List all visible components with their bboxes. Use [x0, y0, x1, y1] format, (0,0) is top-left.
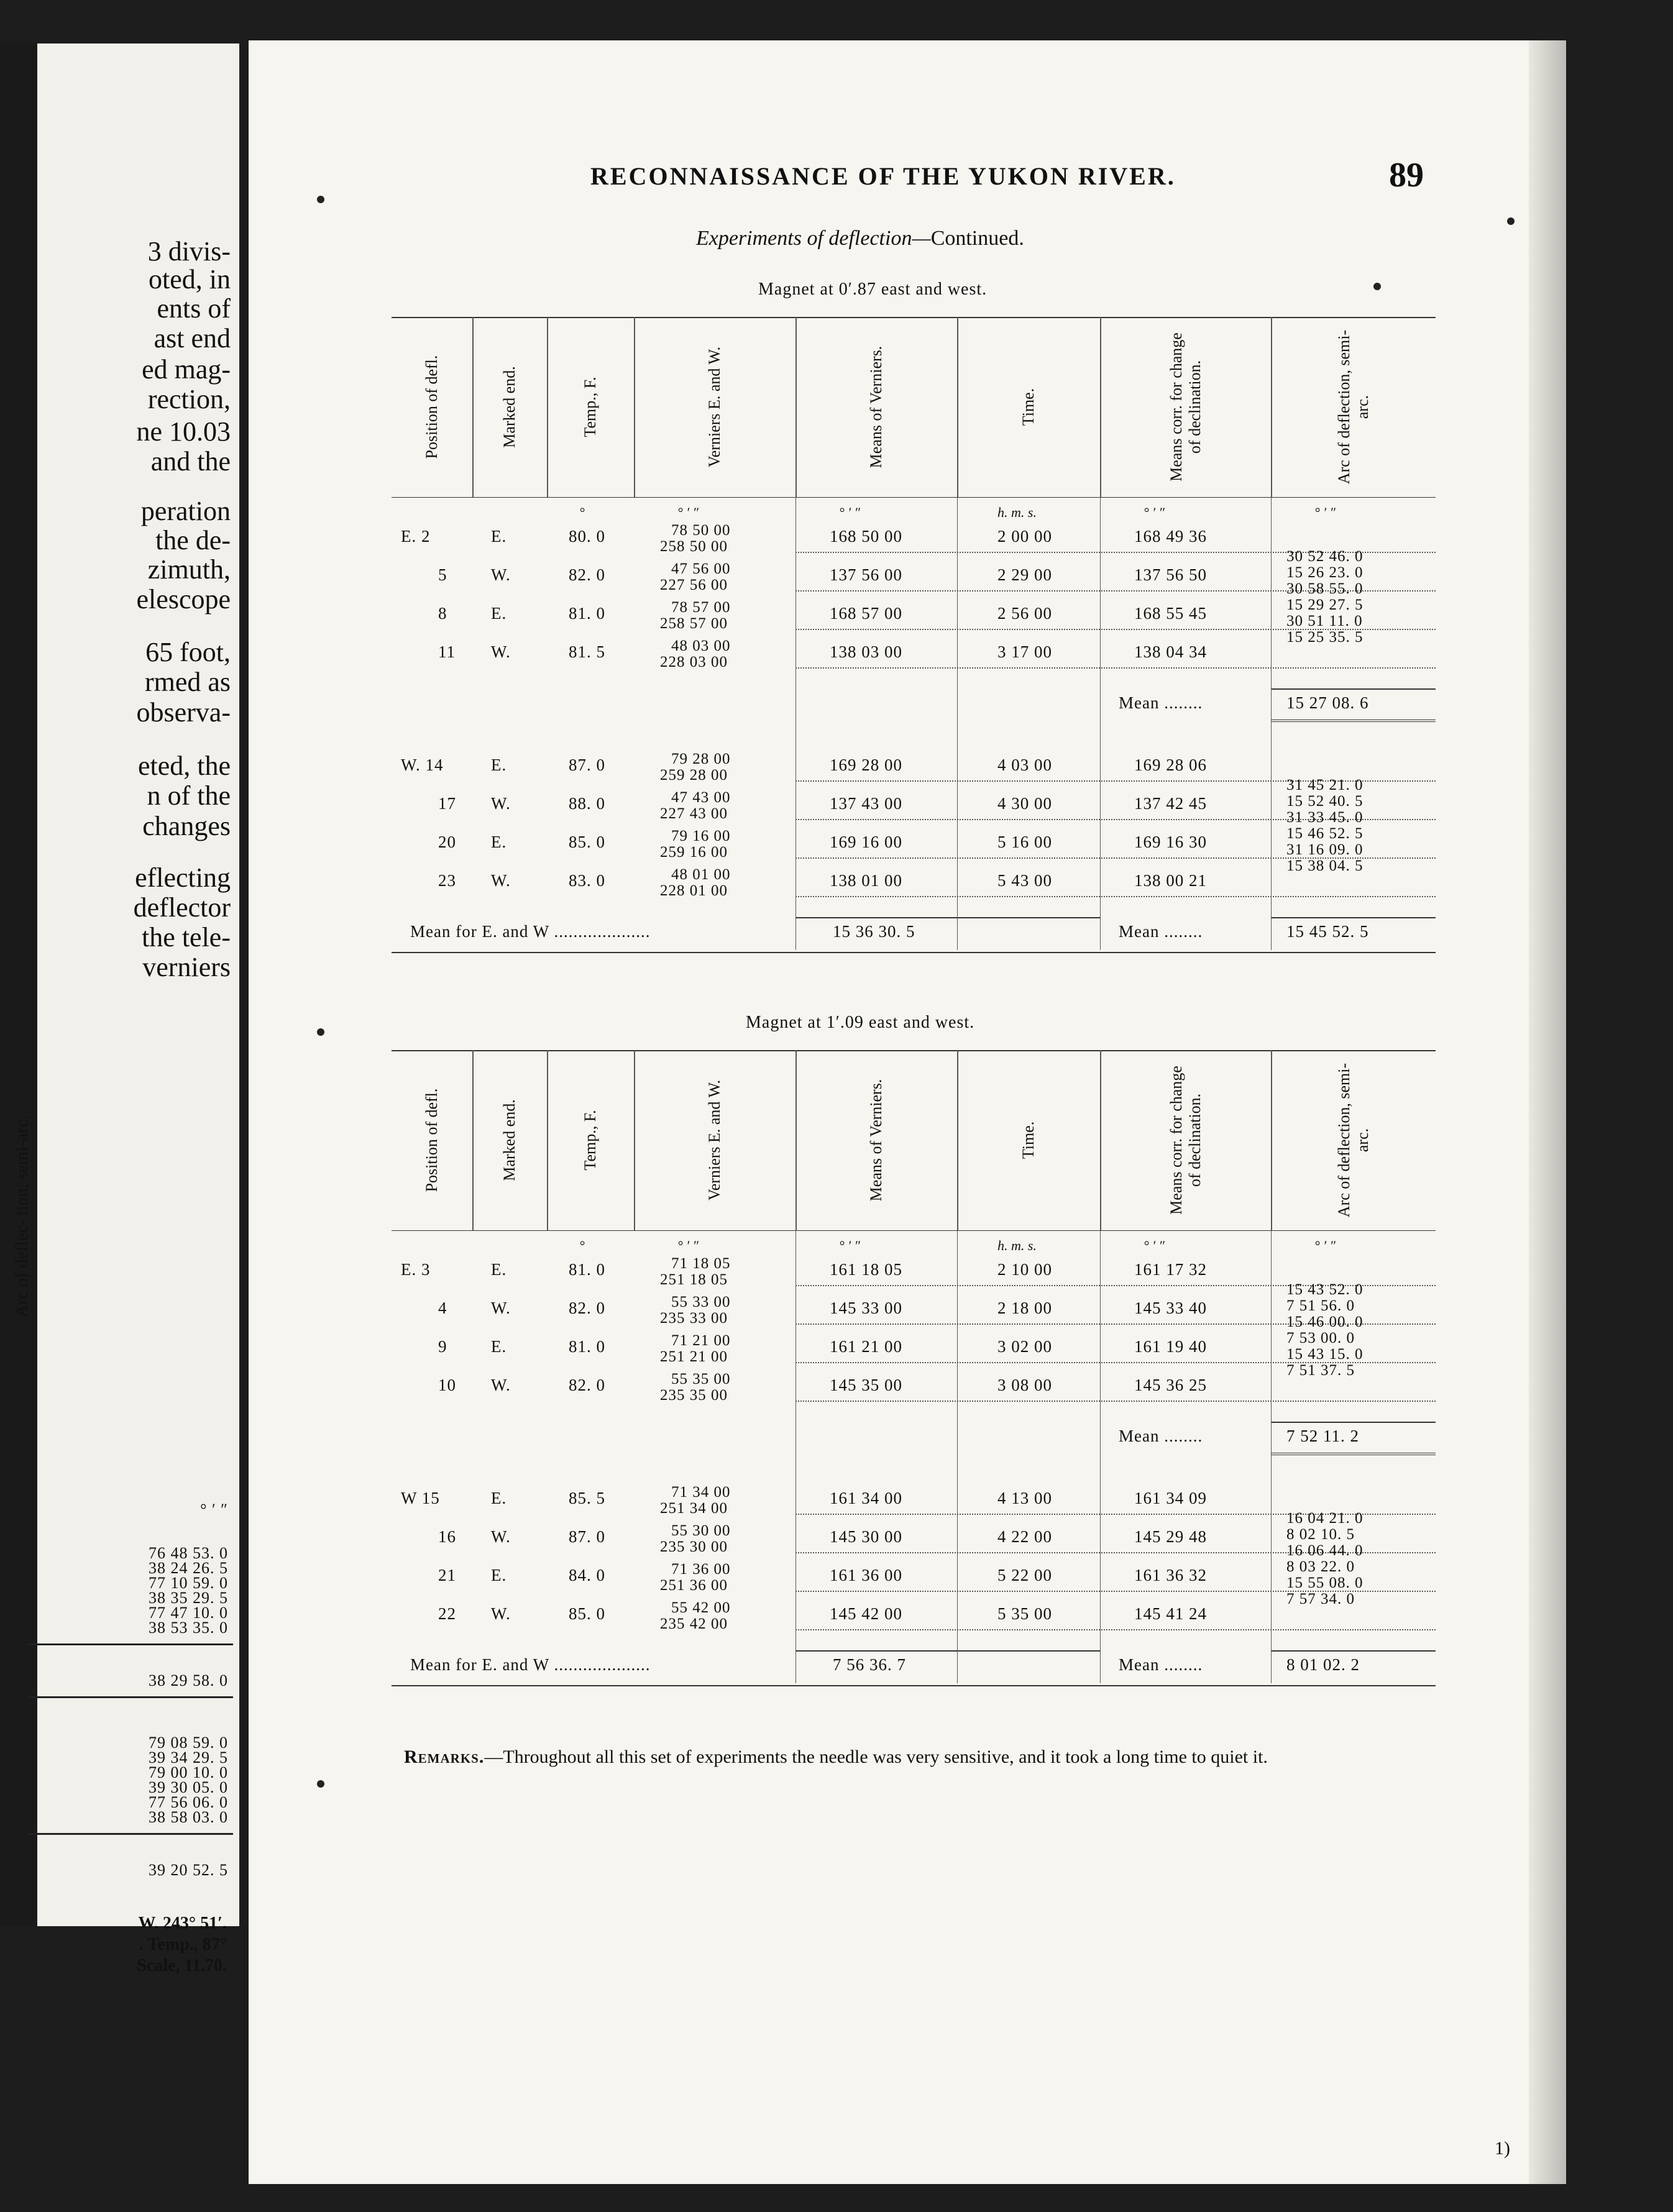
means-corr-cell: 168 55 45 [1134, 604, 1207, 623]
vernier-w-cell: 251 36 00 [660, 1577, 728, 1594]
marked-end-cell: E. [491, 604, 507, 623]
row-leader [795, 896, 1436, 897]
left-text-line: n of the [147, 780, 231, 811]
column-header: Means of Verniers. [867, 1079, 885, 1202]
column-rule [795, 1050, 797, 1230]
left-mean: 39 20 52. 5 [149, 1861, 228, 1879]
left-arc-row: 39 30 05. 0 [149, 1778, 228, 1796]
column-header: Marked end. [500, 1099, 518, 1181]
mean-label: Mean ........ [1119, 1427, 1203, 1445]
vernier-e-cell: 55 35 00 [671, 1371, 731, 1387]
left-text-line: oted, in [149, 264, 231, 295]
time-cell: 2 10 00 [997, 1260, 1052, 1279]
temp-cell: 80. 0 [569, 527, 605, 546]
mean-rule [1271, 917, 1436, 918]
vernier-w-cell: 251 34 00 [660, 1500, 728, 1517]
angle-unit: ° ′ ″ [677, 1238, 699, 1253]
means-corr-cell: 161 19 40 [1134, 1337, 1207, 1356]
vernier-e-cell: 71 18 05 [671, 1255, 731, 1272]
position-cell: 11 [438, 642, 456, 661]
left-text-line: and the [150, 446, 231, 477]
position-cell: 21 [438, 1566, 456, 1584]
time-cell: 4 22 00 [997, 1527, 1052, 1546]
ink-speck [317, 1028, 324, 1036]
column-rule [1271, 317, 1272, 497]
remarks [404, 1746, 1423, 1768]
means-corr-cell: 138 00 21 [1134, 871, 1207, 890]
header-bottom-rule [392, 1230, 1436, 1231]
left-text-line: verniers [142, 952, 231, 982]
means-corr-cell: 161 17 32 [1134, 1260, 1207, 1279]
arc-cell: 30 52 46. 0 [1286, 548, 1364, 565]
means-corr-cell: 169 28 06 [1134, 756, 1207, 774]
arc-cell: 16 04 21. 0 [1286, 1510, 1364, 1527]
temp-cell: 85. 0 [569, 833, 605, 851]
marked-end-cell: E. [491, 1566, 507, 1584]
vernier-w-cell: 228 03 00 [660, 654, 728, 670]
column-header: Temp., F. [581, 1110, 599, 1171]
left-text-line: elescope [136, 584, 231, 615]
ink-speck [317, 1780, 324, 1788]
mean-e-value: 15 27 08. 6 [1286, 693, 1369, 712]
arc-cell: 8 02 10. 5 [1286, 1526, 1355, 1543]
marked-end-cell: E. [491, 833, 507, 851]
left-foot-line: Scale, 11.70. [137, 1956, 227, 1975]
left-units: ° ′ ″ [200, 1501, 228, 1519]
means-verniers-cell: 138 03 00 [830, 642, 902, 661]
left-arc-row: 77 10 59. 0 [149, 1574, 228, 1592]
arc-cell: 31 16 09. 0 [1286, 841, 1364, 858]
column-rule-body [795, 497, 796, 950]
means-verniers-cell: 145 35 00 [830, 1376, 902, 1394]
arc-cell: 7 53 00. 0 [1286, 1330, 1355, 1346]
arc-cell: 15 43 52. 0 [1286, 1281, 1364, 1298]
running-head: RECONNAISSANCE OF THE YUKON RIVER. [590, 162, 1176, 190]
left-foot-line: . Temp., 87° [139, 1935, 227, 1954]
time-cell: 4 30 00 [997, 794, 1052, 813]
mean-e-value: 7 52 11. 2 [1286, 1427, 1359, 1445]
remarks-text: —Throughout all this set of experiments the needle was very sensitive, and it took a long time to quiet it. [484, 1747, 1268, 1767]
means-corr-cell: 145 33 40 [1134, 1299, 1207, 1317]
mean-ew-label: Mean for E. and W .................... [410, 1655, 651, 1674]
means-verniers-cell: 145 42 00 [830, 1604, 902, 1623]
left-arc-row: 38 35 29. 5 [149, 1589, 228, 1607]
position-cell: W. 14 [401, 756, 444, 774]
column-rule [634, 1050, 635, 1230]
vernier-e-cell: 48 01 00 [671, 866, 731, 883]
left-mean: 38 29 58. 0 [149, 1671, 228, 1689]
arc-cell: 15 38 04. 5 [1286, 857, 1364, 874]
footer-mark: 1) [1495, 2138, 1510, 2159]
column-rule-body [957, 497, 958, 950]
title-continued: Continued. [930, 227, 1024, 250]
time-cell: 2 29 00 [997, 565, 1052, 584]
means-corr-cell: 161 34 09 [1134, 1489, 1207, 1507]
time-cell: 4 03 00 [997, 756, 1052, 774]
time-unit: h. m. s. [997, 505, 1037, 520]
column-rule [957, 317, 958, 497]
means-verniers-cell: 168 50 00 [830, 527, 902, 546]
vernier-w-cell: 235 33 00 [660, 1310, 728, 1327]
left-arc-row: 38 58 03. 0 [149, 1808, 228, 1826]
left-arc-row: 77 56 06. 0 [149, 1793, 228, 1811]
marked-end-cell: W. [491, 1299, 511, 1317]
ink-speck [317, 196, 324, 203]
column-rule [547, 1050, 548, 1230]
column-header: Verniers E. and W. [705, 346, 723, 468]
marked-end-cell: E. [491, 1337, 507, 1356]
left-text-line: eted, the [137, 751, 231, 781]
left-text-line: deflector [133, 892, 231, 923]
time-cell: 5 16 00 [997, 833, 1052, 851]
table-subtitle: Magnet at 0′.87 east and west. [758, 280, 988, 299]
left-text-line: rmed as [144, 667, 231, 697]
left-arc-row: 38 53 35. 0 [149, 1619, 228, 1637]
marked-end-cell: E. [491, 1489, 507, 1507]
column-header: Arc of deflection, semi-arc. [1334, 1063, 1372, 1218]
table-subtitle: Magnet at 1′.09 east and west. [746, 1013, 975, 1032]
marked-end-cell: W. [491, 1604, 511, 1623]
vernier-e-cell: 78 50 00 [671, 522, 731, 539]
angle-unit: ° ′ ″ [1314, 1238, 1336, 1253]
angle-unit: ° ′ ″ [1144, 1238, 1165, 1253]
vernier-e-cell: 79 28 00 [671, 751, 731, 767]
means-corr-cell: 145 29 48 [1134, 1527, 1207, 1546]
vernier-e-cell: 55 42 00 [671, 1599, 731, 1616]
row-leader [795, 667, 1436, 669]
column-header: Means corr. for change of declination. [1167, 1066, 1204, 1215]
temp-cell: 82. 0 [569, 1299, 605, 1317]
column-header: Position of defl. [423, 1088, 441, 1192]
column-rule-body [957, 1230, 958, 1683]
angle-unit: ° ′ ″ [1144, 505, 1165, 520]
mean-rule [795, 1650, 1100, 1652]
column-rule-body [795, 1230, 796, 1683]
column-rule-body [1271, 497, 1272, 950]
column-rule-body [1100, 1230, 1101, 1683]
vernier-e-cell: 71 21 00 [671, 1332, 731, 1349]
left-arc-row: 76 48 53. 0 [149, 1544, 228, 1562]
time-cell: 5 35 00 [997, 1604, 1052, 1623]
arc-cell: 15 55 08. 0 [1286, 1574, 1364, 1591]
marked-end-cell: W. [491, 871, 511, 890]
mean-ew-label: Mean for E. and W .................... [410, 922, 651, 941]
vernier-e-cell: 47 56 00 [671, 560, 731, 577]
marked-end-cell: E. [491, 1260, 507, 1279]
left-text-line: ast end [154, 323, 231, 354]
time-cell: 3 17 00 [997, 642, 1052, 661]
marked-end-cell: W. [491, 794, 511, 813]
vernier-w-cell: 259 28 00 [660, 767, 728, 784]
arc-cell: 8 03 22. 0 [1286, 1558, 1355, 1575]
temp-cell: 87. 0 [569, 1527, 605, 1546]
arc-cell: 15 26 23. 0 [1286, 564, 1364, 581]
position-cell: E. 2 [401, 527, 431, 546]
row-leader [795, 1629, 1436, 1630]
arc-cell: 30 51 11. 0 [1286, 613, 1363, 629]
vernier-w-cell: 258 50 00 [660, 538, 728, 555]
marked-end-cell: W. [491, 642, 511, 661]
means-verniers-cell: 169 28 00 [830, 756, 902, 774]
column-rule [472, 1050, 474, 1230]
column-header: Time. [1019, 1121, 1037, 1159]
left-text-line: the tele- [142, 922, 231, 953]
position-cell: 16 [438, 1527, 456, 1546]
ink-speck [1507, 217, 1515, 225]
table-bottom-rule [392, 952, 1436, 953]
temp-cell: 84. 0 [569, 1566, 605, 1584]
left-text-line: observa- [136, 697, 231, 728]
position-cell: 4 [438, 1299, 447, 1317]
vernier-e-cell: 71 34 00 [671, 1484, 731, 1501]
left-text-line: 3 divis- [147, 236, 231, 267]
means-verniers-cell: 161 34 00 [830, 1489, 902, 1507]
left-text-line: eflecting [135, 862, 231, 893]
left-rule [28, 1696, 233, 1698]
position-cell: 23 [438, 871, 456, 890]
time-cell: 4 13 00 [997, 1489, 1052, 1507]
means-corr-cell: 137 56 50 [1134, 565, 1207, 584]
mean-double-rule [1271, 1453, 1436, 1455]
angle-unit: ° ′ ″ [839, 505, 860, 520]
mean-ew-value: 7 56 36. 7 [833, 1655, 906, 1674]
vernier-w-cell: 228 01 00 [660, 882, 728, 899]
left-text-line: 65 foot, [145, 637, 231, 667]
left-foot-line: W. 243° 51′. [138, 1914, 227, 1933]
vernier-e-cell: 71 36 00 [671, 1561, 731, 1578]
left-col-head: Arc of deflec- tion, semi-arc. [12, 1115, 32, 1317]
arc-cell: 15 25 35. 5 [1286, 629, 1364, 646]
arc-cell: 15 46 00. 0 [1286, 1314, 1364, 1330]
left-text-line: peration [140, 496, 231, 526]
time-cell: 5 22 00 [997, 1566, 1052, 1584]
angle-unit: ° ′ ″ [677, 505, 699, 520]
temp-cell: 83. 0 [569, 871, 605, 890]
left-arc-row: 79 08 59. 0 [149, 1734, 228, 1752]
arc-cell: 15 46 52. 5 [1286, 825, 1364, 842]
mean-label: Mean ........ [1119, 1655, 1203, 1674]
left-text-line: ed mag- [142, 354, 231, 385]
vernier-w-cell: 235 30 00 [660, 1538, 728, 1555]
temp-cell: 81. 5 [569, 642, 605, 661]
remarks-label: Remarks. [404, 1747, 485, 1767]
means-corr-cell: 169 16 30 [1134, 833, 1207, 851]
right-page [249, 40, 1566, 2184]
left-text-line: the de- [155, 525, 231, 555]
temp-unit: ° [579, 1238, 585, 1253]
means-verniers-cell: 145 30 00 [830, 1527, 902, 1546]
header-bottom-rule [392, 497, 1436, 498]
arc-cell: 16 06 44. 0 [1286, 1542, 1364, 1559]
position-cell: 8 [438, 604, 447, 623]
left-rule [28, 1833, 233, 1835]
means-verniers-cell: 168 57 00 [830, 604, 902, 623]
marked-end-cell: W. [491, 1376, 511, 1394]
time-cell: 3 08 00 [997, 1376, 1052, 1394]
mean-label: Mean ........ [1119, 922, 1203, 941]
position-cell: 20 [438, 833, 456, 851]
mean-rule [1271, 688, 1436, 690]
arc-cell: 15 29 27. 5 [1286, 596, 1364, 613]
mean-rule [1271, 1422, 1436, 1423]
temp-cell: 81. 0 [569, 604, 605, 623]
means-corr-cell: 138 04 34 [1134, 642, 1207, 661]
column-header: Time. [1019, 388, 1037, 426]
left-text-line: changes [142, 811, 231, 841]
header-top-rule [392, 1050, 1436, 1051]
position-cell: 10 [438, 1376, 456, 1394]
mean-ew-value: 15 36 30. 5 [833, 922, 915, 941]
temp-cell: 81. 0 [569, 1260, 605, 1279]
means-verniers-cell: 161 36 00 [830, 1566, 902, 1584]
column-rule-body [1100, 497, 1101, 950]
temp-cell: 88. 0 [569, 794, 605, 813]
vernier-e-cell: 48 03 00 [671, 638, 731, 654]
column-header: Marked end. [500, 366, 518, 448]
column-header: Means of Verniers. [867, 345, 885, 468]
time-cell: 3 02 00 [997, 1337, 1052, 1356]
left-page-fragment [0, 43, 239, 1975]
left-arc-row: 38 24 26. 5 [149, 1559, 228, 1577]
mean-rule [795, 917, 1100, 918]
temp-unit: ° [579, 505, 585, 520]
page-number: 89 [1389, 156, 1424, 194]
temp-cell: 82. 0 [569, 1376, 605, 1394]
column-header: Means corr. for change of declination. [1167, 332, 1204, 482]
time-cell: 5 43 00 [997, 871, 1052, 890]
temp-cell: 85. 5 [569, 1489, 605, 1507]
header-top-rule [392, 317, 1436, 318]
position-cell: 22 [438, 1604, 456, 1623]
means-corr-cell: 145 41 24 [1134, 1604, 1207, 1623]
time-cell: 2 00 00 [997, 527, 1052, 546]
position-cell: W 15 [401, 1489, 440, 1507]
means-verniers-cell: 137 56 00 [830, 565, 902, 584]
time-cell: 2 18 00 [997, 1299, 1052, 1317]
arc-cell: 31 45 21. 0 [1286, 777, 1364, 793]
arc-cell: 30 58 55. 0 [1286, 580, 1364, 597]
angle-unit: ° ′ ″ [839, 1238, 860, 1253]
means-corr-cell: 145 36 25 [1134, 1376, 1207, 1394]
vernier-e-cell: 79 16 00 [671, 828, 731, 844]
column-header: Position of defl. [423, 355, 441, 459]
means-verniers-cell: 138 01 00 [830, 871, 902, 890]
mean-label: Mean ........ [1119, 693, 1203, 712]
row-leader [795, 1401, 1436, 1402]
time-unit: h. m. s. [997, 1238, 1037, 1253]
vernier-w-cell: 251 18 05 [660, 1271, 728, 1288]
marked-end-cell: W. [491, 565, 511, 584]
left-text-line: ne 10.03 [136, 416, 231, 447]
left-text-line: ents of [157, 293, 231, 324]
position-cell: 17 [438, 794, 456, 813]
position-cell: 5 [438, 565, 447, 584]
left-arc-row: 79 00 10. 0 [149, 1763, 228, 1781]
temp-cell: 82. 0 [569, 565, 605, 584]
vernier-w-cell: 235 35 00 [660, 1387, 728, 1404]
column-rule [795, 317, 797, 497]
column-rule-body [1271, 1230, 1272, 1683]
means-corr-cell: 137 42 45 [1134, 794, 1207, 813]
arc-cell: 15 52 40. 5 [1286, 793, 1364, 810]
column-rule [957, 1050, 958, 1230]
mean-w-value: 15 45 52. 5 [1286, 922, 1369, 941]
arc-cell: 15 43 15. 0 [1286, 1346, 1364, 1363]
means-verniers-cell: 145 33 00 [830, 1299, 902, 1317]
column-rule [472, 317, 474, 497]
vernier-w-cell: 235 42 00 [660, 1616, 728, 1632]
column-rule [1100, 1050, 1101, 1230]
position-cell: E. 3 [401, 1260, 431, 1279]
page-edge [1529, 40, 1566, 2184]
time-cell: 2 56 00 [997, 604, 1052, 623]
position-cell: 9 [438, 1337, 447, 1356]
means-verniers-cell: 137 43 00 [830, 794, 902, 813]
mean-w-value: 8 01 02. 2 [1286, 1655, 1360, 1674]
column-header: Verniers E. and W. [705, 1079, 723, 1201]
vernier-w-cell: 259 16 00 [660, 844, 728, 861]
column-rule [547, 317, 548, 497]
title-italic: Experiments of deflection— [696, 227, 931, 250]
mean-rule [1271, 1650, 1436, 1652]
vernier-w-cell: 227 56 00 [660, 577, 728, 593]
table-bottom-rule [392, 1685, 1436, 1686]
marked-end-cell: E. [491, 756, 507, 774]
vernier-e-cell: 47 43 00 [671, 789, 731, 806]
column-header: Temp., F. [581, 377, 599, 437]
column-rule [634, 317, 635, 497]
mean-double-rule [1271, 720, 1436, 722]
temp-cell: 81. 0 [569, 1337, 605, 1356]
marked-end-cell: W. [491, 1527, 511, 1546]
arc-cell: 7 51 37. 5 [1286, 1362, 1355, 1379]
table-title [696, 227, 1024, 250]
vernier-e-cell: 55 33 00 [671, 1294, 731, 1310]
vernier-e-cell: 55 30 00 [671, 1522, 731, 1539]
vernier-e-cell: 78 57 00 [671, 599, 731, 616]
vernier-w-cell: 258 57 00 [660, 615, 728, 632]
column-rule [1100, 317, 1101, 497]
column-header: Arc of deflection, semi-arc. [1334, 329, 1372, 485]
means-verniers-cell: 169 16 00 [830, 833, 902, 851]
means-corr-cell: 168 49 36 [1134, 527, 1207, 546]
left-arc-row: 39 34 29. 5 [149, 1748, 228, 1766]
means-corr-cell: 161 36 32 [1134, 1566, 1207, 1584]
left-rule [28, 1643, 233, 1645]
ink-speck [1373, 283, 1381, 290]
column-rule [1271, 1050, 1272, 1230]
means-verniers-cell: 161 21 00 [830, 1337, 902, 1356]
left-text-line: rection, [147, 384, 231, 414]
means-verniers-cell: 161 18 05 [830, 1260, 902, 1279]
marked-end-cell: E. [491, 527, 507, 546]
temp-cell: 87. 0 [569, 756, 605, 774]
left-arc-row: 77 47 10. 0 [149, 1604, 228, 1622]
angle-unit: ° ′ ″ [1314, 505, 1336, 520]
arc-cell: 31 33 45. 0 [1286, 809, 1364, 826]
vernier-w-cell: 227 43 00 [660, 805, 728, 822]
arc-cell: 7 57 34. 0 [1286, 1591, 1355, 1607]
vernier-w-cell: 251 21 00 [660, 1348, 728, 1365]
temp-cell: 85. 0 [569, 1604, 605, 1623]
left-text-line: zimuth, [147, 554, 231, 585]
arc-cell: 7 51 56. 0 [1286, 1297, 1355, 1314]
